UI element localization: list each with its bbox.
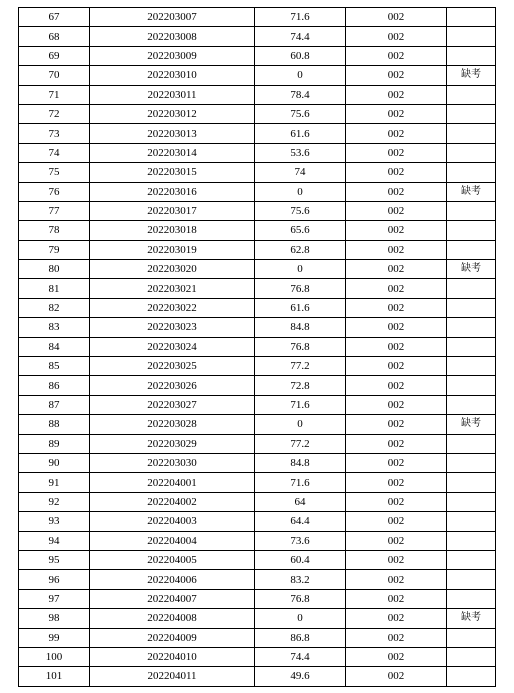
candidate-id-cell: 202204003 (90, 512, 255, 531)
position-code-cell: 002 (346, 609, 447, 628)
table-row (19, 124, 496, 143)
table-row (19, 260, 496, 279)
remark-cell (447, 395, 496, 414)
remark-cell: 缺考 (447, 609, 496, 628)
remark-cell (447, 628, 496, 647)
row-number-cell: 95 (19, 550, 90, 569)
remark-cell: 缺考 (447, 415, 496, 434)
candidate-id-cell: 202204001 (90, 473, 255, 492)
row-number-cell: 82 (19, 298, 90, 317)
remark-cell (447, 531, 496, 550)
position-code-cell: 002 (346, 395, 447, 414)
position-code-cell: 002 (346, 357, 447, 376)
remark-cell (447, 104, 496, 123)
remark-cell (447, 667, 496, 686)
row-number-cell: 71 (19, 85, 90, 104)
candidate-id-cell: 202204004 (90, 531, 255, 550)
remark-cell (447, 201, 496, 220)
row-number-cell: 76 (19, 182, 90, 201)
table-row (19, 221, 496, 240)
table-row (19, 395, 496, 414)
position-code-cell: 002 (346, 589, 447, 608)
position-code-cell: 002 (346, 221, 447, 240)
score-cell: 49.6 (255, 667, 346, 686)
remark-cell (447, 85, 496, 104)
table-row (19, 492, 496, 511)
row-number-cell: 72 (19, 104, 90, 123)
table-row (19, 473, 496, 492)
remark-cell (447, 376, 496, 395)
table-row (19, 298, 496, 317)
score-cell: 78.4 (255, 85, 346, 104)
remark-cell (447, 298, 496, 317)
row-number-cell: 77 (19, 201, 90, 220)
row-number-cell: 69 (19, 46, 90, 65)
score-cell: 84.8 (255, 318, 346, 337)
remark-cell (447, 221, 496, 240)
table-row (19, 609, 496, 628)
position-code-cell: 002 (346, 415, 447, 434)
candidate-id-cell: 202204002 (90, 492, 255, 511)
row-number-cell: 81 (19, 279, 90, 298)
table-row (19, 46, 496, 65)
candidate-id-cell: 202204009 (90, 628, 255, 647)
candidate-id-cell: 202203019 (90, 240, 255, 259)
table-row (19, 434, 496, 453)
candidate-id-cell: 202204010 (90, 647, 255, 666)
score-cell: 76.8 (255, 337, 346, 356)
position-code-cell: 002 (346, 8, 447, 27)
candidate-id-cell: 202203012 (90, 104, 255, 123)
row-number-cell: 73 (19, 124, 90, 143)
candidate-id-cell: 202204007 (90, 589, 255, 608)
row-number-cell: 79 (19, 240, 90, 259)
score-cell: 76.8 (255, 589, 346, 608)
score-cell: 73.6 (255, 531, 346, 550)
table-row (19, 589, 496, 608)
row-number-cell: 93 (19, 512, 90, 531)
score-cell: 61.6 (255, 124, 346, 143)
table-row (19, 570, 496, 589)
remark-cell: 缺考 (447, 260, 496, 279)
score-cell: 62.8 (255, 240, 346, 259)
table-row (19, 376, 496, 395)
row-number-cell: 83 (19, 318, 90, 337)
candidate-id-cell: 202203023 (90, 318, 255, 337)
row-number-cell: 68 (19, 27, 90, 46)
row-number-cell: 89 (19, 434, 90, 453)
remark-cell (447, 337, 496, 356)
candidate-id-cell: 202203016 (90, 182, 255, 201)
score-cell: 53.6 (255, 143, 346, 162)
remark-cell: 缺考 (447, 182, 496, 201)
candidate-id-cell: 202203030 (90, 453, 255, 472)
row-number-cell: 88 (19, 415, 90, 434)
score-cell: 72.8 (255, 376, 346, 395)
position-code-cell: 002 (346, 492, 447, 511)
position-code-cell: 002 (346, 260, 447, 279)
remark-cell (447, 279, 496, 298)
row-number-cell: 84 (19, 337, 90, 356)
position-code-cell: 002 (346, 201, 447, 220)
score-cell: 83.2 (255, 570, 346, 589)
position-code-cell: 002 (346, 550, 447, 569)
score-cell: 77.2 (255, 357, 346, 376)
table-row (19, 415, 496, 434)
position-code-cell: 002 (346, 570, 447, 589)
remark-cell (447, 453, 496, 472)
candidate-id-cell: 202203027 (90, 395, 255, 414)
row-number-cell: 91 (19, 473, 90, 492)
position-code-cell: 002 (346, 46, 447, 65)
position-code-cell: 002 (346, 473, 447, 492)
row-number-cell: 94 (19, 531, 90, 550)
row-number-cell: 85 (19, 357, 90, 376)
candidate-id-cell: 202204011 (90, 667, 255, 686)
row-number-cell: 97 (19, 589, 90, 608)
position-code-cell: 002 (346, 337, 447, 356)
row-number-cell: 96 (19, 570, 90, 589)
position-code-cell: 002 (346, 376, 447, 395)
remark-cell (447, 357, 496, 376)
position-code-cell: 002 (346, 453, 447, 472)
candidate-id-cell: 202203014 (90, 143, 255, 162)
position-code-cell: 002 (346, 143, 447, 162)
score-cell: 64 (255, 492, 346, 511)
table-row (19, 143, 496, 162)
row-number-cell: 92 (19, 492, 90, 511)
candidate-id-cell: 202204005 (90, 550, 255, 569)
position-code-cell: 002 (346, 104, 447, 123)
remark-cell (447, 473, 496, 492)
remark-cell (447, 434, 496, 453)
candidate-id-cell: 202203028 (90, 415, 255, 434)
position-code-cell: 002 (346, 240, 447, 259)
table-row (19, 453, 496, 472)
remark-cell (447, 27, 496, 46)
table-row (19, 85, 496, 104)
remark-cell (447, 143, 496, 162)
table-row (19, 512, 496, 531)
remark-cell (447, 570, 496, 589)
position-code-cell: 002 (346, 512, 447, 531)
candidate-id-cell: 202203008 (90, 27, 255, 46)
table-row (19, 357, 496, 376)
score-cell: 60.8 (255, 46, 346, 65)
row-number-cell: 100 (19, 647, 90, 666)
position-code-cell: 002 (346, 182, 447, 201)
candidate-id-cell: 202203010 (90, 66, 255, 85)
table-row (19, 8, 496, 27)
candidate-id-cell: 202203020 (90, 260, 255, 279)
candidate-id-cell: 202204008 (90, 609, 255, 628)
table-row (19, 318, 496, 337)
table-row (19, 647, 496, 666)
candidate-id-cell: 202203022 (90, 298, 255, 317)
score-cell: 76.8 (255, 279, 346, 298)
candidate-id-cell: 202203026 (90, 376, 255, 395)
table-row (19, 667, 496, 686)
position-code-cell: 002 (346, 163, 447, 182)
table-row (19, 182, 496, 201)
table-row (19, 104, 496, 123)
row-number-cell: 80 (19, 260, 90, 279)
candidate-id-cell: 202203011 (90, 85, 255, 104)
position-code-cell: 002 (346, 66, 447, 85)
row-number-cell: 99 (19, 628, 90, 647)
remark-cell (447, 240, 496, 259)
score-cell: 65.6 (255, 221, 346, 240)
candidate-id-cell: 202203007 (90, 8, 255, 27)
position-code-cell: 002 (346, 279, 447, 298)
score-cell: 61.6 (255, 298, 346, 317)
score-cell: 74.4 (255, 647, 346, 666)
score-cell: 0 (255, 182, 346, 201)
position-code-cell: 002 (346, 647, 447, 666)
table-row (19, 201, 496, 220)
candidate-id-cell: 202203024 (90, 337, 255, 356)
table-row (19, 66, 496, 85)
table-row (19, 628, 496, 647)
remark-cell (447, 492, 496, 511)
row-number-cell: 78 (19, 221, 90, 240)
remark-cell (447, 550, 496, 569)
position-code-cell: 002 (346, 27, 447, 46)
score-cell: 0 (255, 66, 346, 85)
position-code-cell: 002 (346, 318, 447, 337)
row-number-cell: 75 (19, 163, 90, 182)
candidate-id-cell: 202203025 (90, 357, 255, 376)
row-number-cell: 101 (19, 667, 90, 686)
score-table (18, 7, 496, 687)
score-cell: 75.6 (255, 201, 346, 220)
candidate-id-cell: 202203017 (90, 201, 255, 220)
table-row (19, 531, 496, 550)
row-number-cell: 86 (19, 376, 90, 395)
row-number-cell: 87 (19, 395, 90, 414)
score-cell: 74 (255, 163, 346, 182)
position-code-cell: 002 (346, 434, 447, 453)
score-cell: 71.6 (255, 8, 346, 27)
remark-cell (447, 318, 496, 337)
position-code-cell: 002 (346, 124, 447, 143)
remark-cell: 缺考 (447, 66, 496, 85)
score-cell: 86.8 (255, 628, 346, 647)
candidate-id-cell: 202203013 (90, 124, 255, 143)
candidate-id-cell: 202203018 (90, 221, 255, 240)
score-cell: 0 (255, 415, 346, 434)
table-row (19, 337, 496, 356)
candidate-id-cell: 202203009 (90, 46, 255, 65)
table-row (19, 240, 496, 259)
position-code-cell: 002 (346, 531, 447, 550)
remark-cell (447, 647, 496, 666)
remark-cell (447, 512, 496, 531)
row-number-cell: 67 (19, 8, 90, 27)
score-cell: 64.4 (255, 512, 346, 531)
remark-cell (447, 124, 496, 143)
position-code-cell: 002 (346, 667, 447, 686)
table-row (19, 163, 496, 182)
row-number-cell: 74 (19, 143, 90, 162)
table-row (19, 27, 496, 46)
score-cell: 75.6 (255, 104, 346, 123)
score-cell: 84.8 (255, 453, 346, 472)
position-code-cell: 002 (346, 85, 447, 104)
candidate-id-cell: 202203021 (90, 279, 255, 298)
candidate-id-cell: 202203029 (90, 434, 255, 453)
score-cell: 0 (255, 260, 346, 279)
score-cell: 71.6 (255, 473, 346, 492)
score-cell: 77.2 (255, 434, 346, 453)
score-cell: 60.4 (255, 550, 346, 569)
row-number-cell: 90 (19, 453, 90, 472)
table-row (19, 279, 496, 298)
remark-cell (447, 163, 496, 182)
candidate-id-cell: 202203015 (90, 163, 255, 182)
table-row (19, 550, 496, 569)
remark-cell (447, 46, 496, 65)
remark-cell (447, 589, 496, 608)
row-number-cell: 70 (19, 66, 90, 85)
remark-cell (447, 8, 496, 27)
table-body (19, 8, 496, 687)
score-cell: 0 (255, 609, 346, 628)
row-number-cell: 98 (19, 609, 90, 628)
score-cell: 71.6 (255, 395, 346, 414)
position-code-cell: 002 (346, 298, 447, 317)
score-cell: 74.4 (255, 27, 346, 46)
candidate-id-cell: 202204006 (90, 570, 255, 589)
position-code-cell: 002 (346, 628, 447, 647)
